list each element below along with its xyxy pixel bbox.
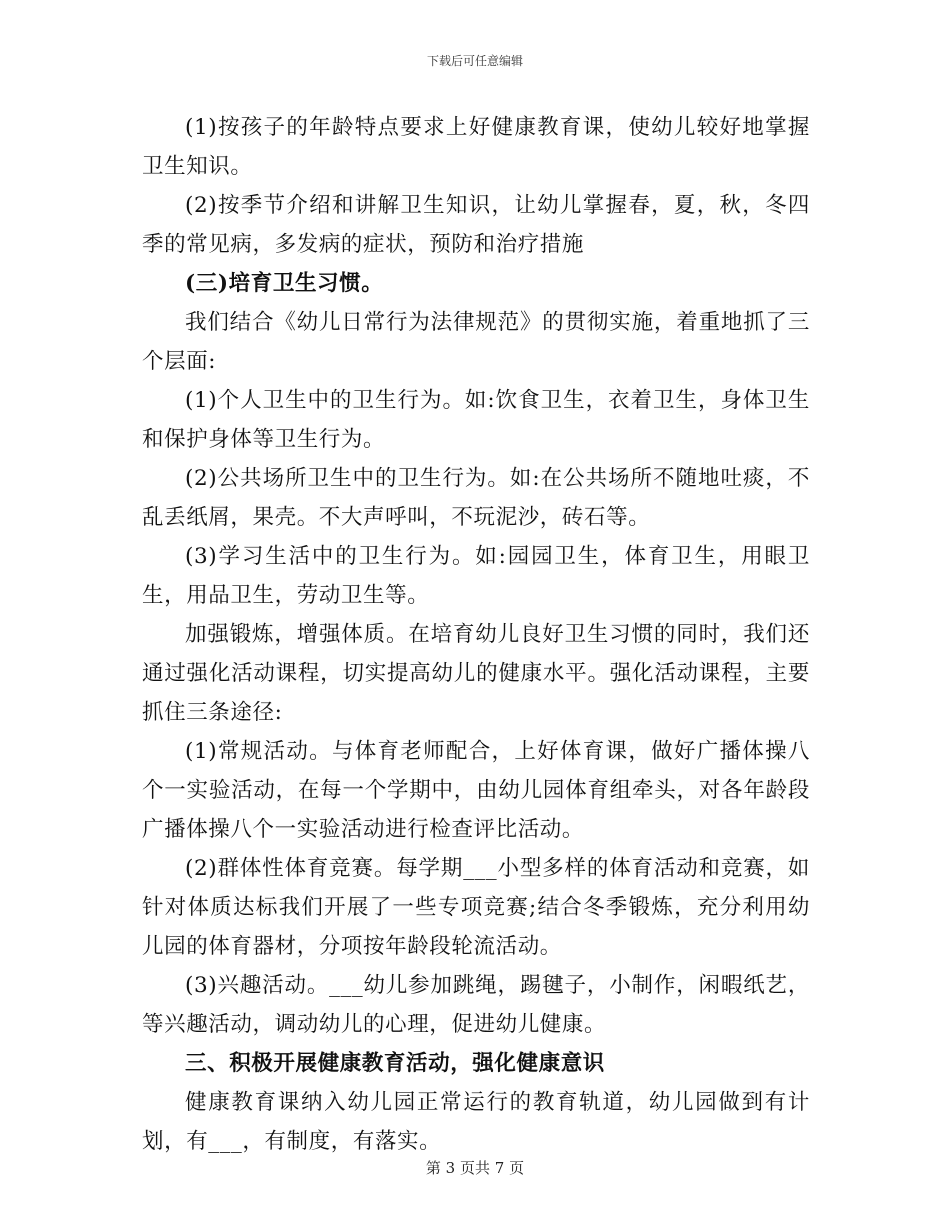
paragraph-8: 加强锻炼，增强体质。在培育幼儿良好卫生习惯的同时，我们还通过强化活动课程，切实提高幼儿的健康水平。强化活动课程，主要抓住三条途径: bbox=[142, 622, 810, 725]
page-number: 第 3 页共 7 页 bbox=[425, 1159, 525, 1177]
document-body bbox=[142, 108, 810, 1161]
paragraph-10: (2)群体性体育竞赛。每学期___小型多样的体育活动和竞赛，如针对体质达标我们开展了一些专项竞赛;结合冬季锻炼，充分利用幼儿园的体育器材，分项按年龄段轮流活动。 bbox=[142, 856, 810, 959]
paragraph-9: (1)常规活动。与体育老师配合，上好体育课，做好广播体操八个一实验活动，在每一个学期中，由幼儿园体育组牵头，对各年龄段广播体操八个一实验活动进行检查评比活动。 bbox=[142, 739, 810, 842]
paragraph-7: (3)学习生活中的卫生行为。如:园园卫生，体育卫生，用眼卫生，用品卫生，劳动卫生等。 bbox=[142, 544, 810, 608]
section-heading-health-education: 三、积极开展健康教育活动，强化健康意识 bbox=[185, 1051, 605, 1076]
paragraph-13: 健康教育课纳入幼儿园正常运行的教育轨道，幼儿园做到有计划，有___，有制度，有落实。 bbox=[142, 1090, 810, 1154]
page-header-note: 下载后可任意编辑 bbox=[426, 54, 523, 68]
paragraph-11: (3)兴趣活动。___幼儿参加跳绳，踢毽子，小制作，闲暇纸艺，等兴趣活动，调动幼儿的心理，促进幼儿健康。 bbox=[142, 973, 810, 1037]
paragraph-2: (2)按季节介绍和讲解卫生知识，让幼儿掌握春，夏，秋，冬四季的常见病，多发病的症状，预防和治疗措施 bbox=[142, 193, 810, 257]
paragraph-5: (1)个人卫生中的卫生行为。如:饮食卫生，衣着卫生，身体卫生和保护身体等卫生行为。 bbox=[142, 388, 810, 452]
paragraph-6: (2)公共场所卫生中的卫生行为。如:在公共场所不随地吐痰，不乱丢纸屑，果壳。不大声呼叫，不玩泥沙，砖石等。 bbox=[142, 466, 810, 530]
section-heading-hygiene-habits: (三)培育卫生习惯。 bbox=[185, 271, 384, 296]
paragraph-1: (1)按孩子的年龄特点要求上好健康教育课，使幼儿较好地掌握卫生知识。 bbox=[142, 115, 810, 179]
paragraph-4: 我们结合《幼儿日常行为法律规范》的贯彻实施，着重地抓了三个层面: bbox=[142, 310, 810, 374]
